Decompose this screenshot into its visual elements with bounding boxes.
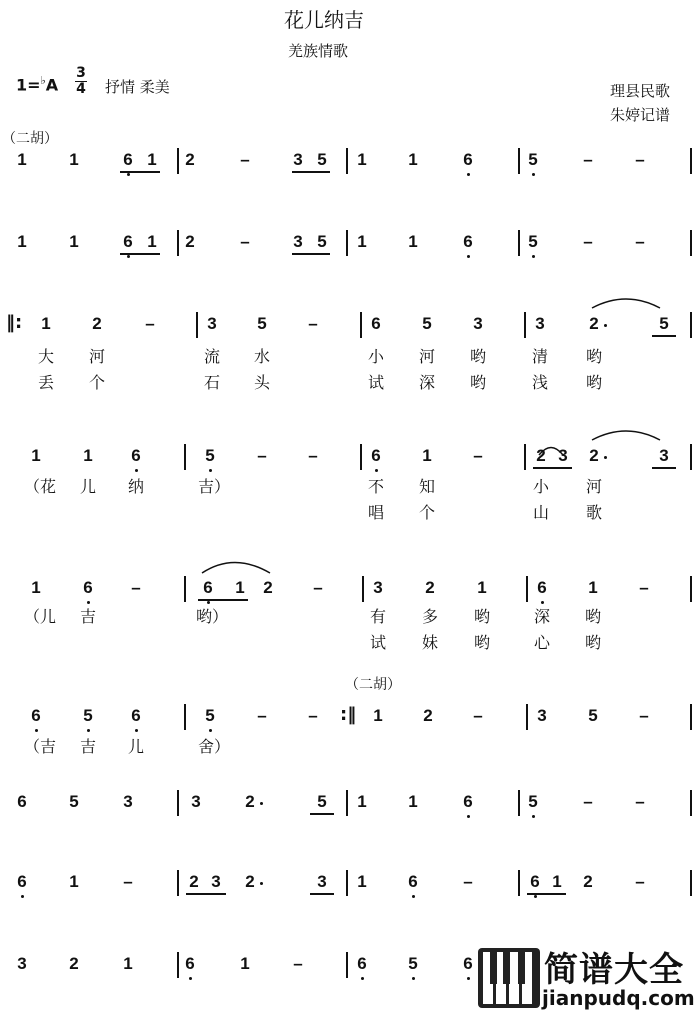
note: 3 xyxy=(317,872,327,891)
lyric-syllable: 哟 xyxy=(469,347,486,366)
note: 3 xyxy=(537,706,547,725)
note: 2 xyxy=(423,706,433,725)
note: 3 xyxy=(293,232,303,251)
watermark-name: 简谱大全 xyxy=(544,950,684,990)
rest-dash: – xyxy=(463,872,473,891)
lyric-syllable: 哟 xyxy=(585,373,602,392)
rest-dash: – xyxy=(308,314,318,333)
lyric-syllable: 妹 xyxy=(421,633,438,652)
note: 1 xyxy=(147,150,157,169)
watermark xyxy=(474,940,700,1014)
note: 2 xyxy=(185,150,195,169)
note: 1 xyxy=(408,150,418,169)
note: 6 xyxy=(196,578,220,598)
lyric-syllable: 歌 xyxy=(585,503,602,522)
note: 1 xyxy=(69,232,79,251)
lyric-syllable: 流 xyxy=(203,347,220,366)
lyric-syllable: 哟） xyxy=(196,607,229,626)
rest-dash: – xyxy=(635,792,645,811)
slur-line5 xyxy=(202,563,270,574)
note: 1 xyxy=(69,872,79,891)
lyric-syllable: 儿 xyxy=(79,477,96,496)
rest-dash: – xyxy=(635,232,645,251)
source-credit: 理县民歌 xyxy=(610,82,671,100)
lyric-syllable: 小 xyxy=(367,347,384,366)
note: 3 xyxy=(211,872,221,891)
lyric-syllable: 浅 xyxy=(531,373,548,392)
note: 5 xyxy=(198,706,222,726)
note: 6 xyxy=(17,792,27,811)
note: 1 xyxy=(147,232,157,251)
rest-dash: – xyxy=(293,954,303,973)
note: 1 xyxy=(123,954,133,973)
note: 5 xyxy=(317,150,327,169)
repeat-start: ‖: xyxy=(6,312,23,333)
note: 2 xyxy=(92,314,102,333)
lyric-syllable: 不 xyxy=(367,477,384,496)
lyric-syllable: 儿 xyxy=(127,737,144,756)
lyric-syllable: 哟 xyxy=(473,607,490,626)
note: 6 xyxy=(530,578,554,598)
lyric-syllable: 大 xyxy=(37,347,54,366)
lyric-syllable: 唱 xyxy=(367,503,384,522)
lyric-syllable: 哟 xyxy=(469,373,486,392)
rest-dash: – xyxy=(473,446,483,465)
note: 6 xyxy=(76,578,100,598)
erhu-label-mid: （二胡） xyxy=(345,677,401,693)
note: 6 xyxy=(456,232,480,252)
lyric-syllable: 吉 xyxy=(79,607,96,626)
rest-dash: – xyxy=(240,232,250,251)
note: 5 xyxy=(401,954,425,974)
note: 3 xyxy=(17,954,27,973)
lyric-syllable: 哟 xyxy=(473,633,490,652)
note: 1 xyxy=(588,578,598,597)
note: 3 xyxy=(659,446,669,465)
note: 1 xyxy=(408,232,418,251)
note: 2 xyxy=(425,578,435,597)
lyric-syllable: 舍） xyxy=(198,737,231,756)
note: 3 xyxy=(207,314,217,333)
note: 6 xyxy=(350,954,374,974)
lyric-syllable: 个 xyxy=(418,503,435,522)
rest-dash: – xyxy=(257,706,267,725)
watermark-url: jianpudq.com xyxy=(542,986,695,1010)
note: 6 xyxy=(124,706,148,726)
note: 3 xyxy=(473,314,483,333)
note: 5 xyxy=(521,792,545,812)
note: 6 xyxy=(523,872,547,892)
lyric-syllable: 山 xyxy=(532,503,549,522)
note: 1 xyxy=(357,792,367,811)
slur-line4b xyxy=(592,431,660,440)
note: 5 xyxy=(521,232,545,252)
lyric-syllable: 小 xyxy=(532,477,549,496)
rest-dash: – xyxy=(257,446,267,465)
lyric-syllable: 有 xyxy=(369,607,386,626)
note: 1 xyxy=(31,578,41,597)
rest-dash: – xyxy=(583,792,593,811)
note: 2 xyxy=(238,792,262,812)
note: 5 xyxy=(317,232,327,251)
rest-dash: – xyxy=(639,578,649,597)
note: 2 xyxy=(536,446,546,465)
rest-dash: – xyxy=(131,578,141,597)
note: 6 xyxy=(364,446,388,466)
note: 1 xyxy=(357,232,367,251)
lyric-syllable: 试 xyxy=(369,633,386,652)
note: 6 xyxy=(10,872,34,892)
rest-dash: – xyxy=(473,706,483,725)
lyric-syllable: 吉 xyxy=(79,737,96,756)
lyric-syllable: 清 xyxy=(531,347,548,366)
rest-dash: – xyxy=(639,706,649,725)
lyric-syllable: 头 xyxy=(253,373,270,392)
note: 5 xyxy=(521,150,545,170)
note: 2 xyxy=(263,578,273,597)
lyric-syllable: 个 xyxy=(88,373,105,392)
note: 5 xyxy=(257,314,267,333)
note: 1 xyxy=(408,792,418,811)
note: 1 xyxy=(357,872,367,891)
note: 2 xyxy=(238,872,262,892)
key-note: A xyxy=(45,75,59,95)
lyric-syllable: 哟 xyxy=(585,347,602,366)
lyric-syllable: （花 xyxy=(24,477,57,496)
note: 1 xyxy=(240,954,250,973)
rest-dash: – xyxy=(583,232,593,251)
note: 6 xyxy=(401,872,425,892)
note: 2 xyxy=(583,872,593,891)
lyric-syllable: 知 xyxy=(418,477,435,496)
note: 3 xyxy=(535,314,545,333)
note: 5 xyxy=(422,314,432,333)
slur-line3 xyxy=(592,299,660,308)
note: 6 xyxy=(456,792,480,812)
lyric-syllable: 哟 xyxy=(584,607,601,626)
note: 2 xyxy=(189,872,199,891)
lyric-syllable: 石 xyxy=(203,373,220,392)
note: 5 xyxy=(69,792,79,811)
note: 6 xyxy=(124,446,148,466)
lyric-syllable: 多 xyxy=(421,607,438,626)
note: 6 xyxy=(116,232,140,252)
lyric-syllable: 哟 xyxy=(584,633,601,652)
note: 2 xyxy=(185,232,195,251)
note: 6 xyxy=(456,150,480,170)
note: 3 xyxy=(123,792,133,811)
note: 1 xyxy=(552,872,562,891)
rest-dash: – xyxy=(308,446,318,465)
rest-dash: – xyxy=(240,150,250,169)
rest-dash: – xyxy=(635,872,645,891)
rest-dash: – xyxy=(635,150,645,169)
note: 3 xyxy=(558,446,568,465)
lyric-syllable: 纳 xyxy=(127,477,144,496)
note: 1 xyxy=(17,232,27,251)
rest-dash: – xyxy=(308,706,318,725)
note: 1 xyxy=(477,578,487,597)
lyric-syllable: 丢 xyxy=(37,373,54,392)
note: 6 xyxy=(24,706,48,726)
time-bottom: 4 xyxy=(76,81,86,97)
note: 2 xyxy=(582,314,606,334)
piano-keys-icon xyxy=(476,942,542,1010)
lyric-syllable: 试 xyxy=(367,373,384,392)
lyric-syllable: 水 xyxy=(253,347,270,366)
note: 1 xyxy=(31,446,41,465)
note: 6 xyxy=(456,954,480,974)
note: 1 xyxy=(357,150,367,169)
note: 1 xyxy=(83,446,93,465)
note: 5 xyxy=(659,314,669,333)
repeat-end: :‖ xyxy=(340,704,357,725)
song-title: 花儿纳吉 xyxy=(284,8,364,32)
transcriber-credit: 朱婷记谱 xyxy=(610,106,671,124)
lyric-syllable: 河 xyxy=(88,347,105,366)
note: 5 xyxy=(588,706,598,725)
note: 5 xyxy=(317,792,327,811)
lyric-syllable: （吉 xyxy=(24,737,57,756)
note: 2 xyxy=(69,954,79,973)
slur-line4a xyxy=(539,448,563,456)
note: 5 xyxy=(76,706,100,726)
note: 2 xyxy=(582,446,606,466)
lyric-syllable: 心 xyxy=(533,633,550,652)
key-prefix: 1= xyxy=(16,75,41,95)
note: 1 xyxy=(235,578,245,597)
note: 3 xyxy=(373,578,383,597)
lyric-syllable: （儿 xyxy=(24,607,57,626)
note: 3 xyxy=(191,792,201,811)
rest-dash: – xyxy=(313,578,323,597)
rest-dash: – xyxy=(583,150,593,169)
rest-dash: – xyxy=(123,872,133,891)
lyric-syllable: 深 xyxy=(533,607,550,626)
note: 1 xyxy=(17,150,27,169)
note: 1 xyxy=(373,706,383,725)
note: 5 xyxy=(198,446,222,466)
note: 1 xyxy=(41,314,51,333)
song-subtitle: 羌族情歌 xyxy=(288,42,349,60)
tempo-marking: 抒情 柔美 xyxy=(105,78,170,96)
note: 3 xyxy=(293,150,303,169)
lyric-syllable: 深 xyxy=(418,373,435,392)
lyric-syllable: 河 xyxy=(585,477,602,496)
note: 1 xyxy=(69,150,79,169)
lyric-syllable: 吉） xyxy=(198,477,231,496)
rest-dash: – xyxy=(145,314,155,333)
note: 6 xyxy=(371,314,381,333)
erhu-label-top: （二胡） xyxy=(2,131,58,147)
time-top: 3 xyxy=(76,65,86,81)
note: 6 xyxy=(178,954,202,974)
flat-sign: ♭ xyxy=(40,74,46,87)
note: 6 xyxy=(116,150,140,170)
note: 1 xyxy=(422,446,432,465)
lyric-syllable: 河 xyxy=(418,347,435,366)
